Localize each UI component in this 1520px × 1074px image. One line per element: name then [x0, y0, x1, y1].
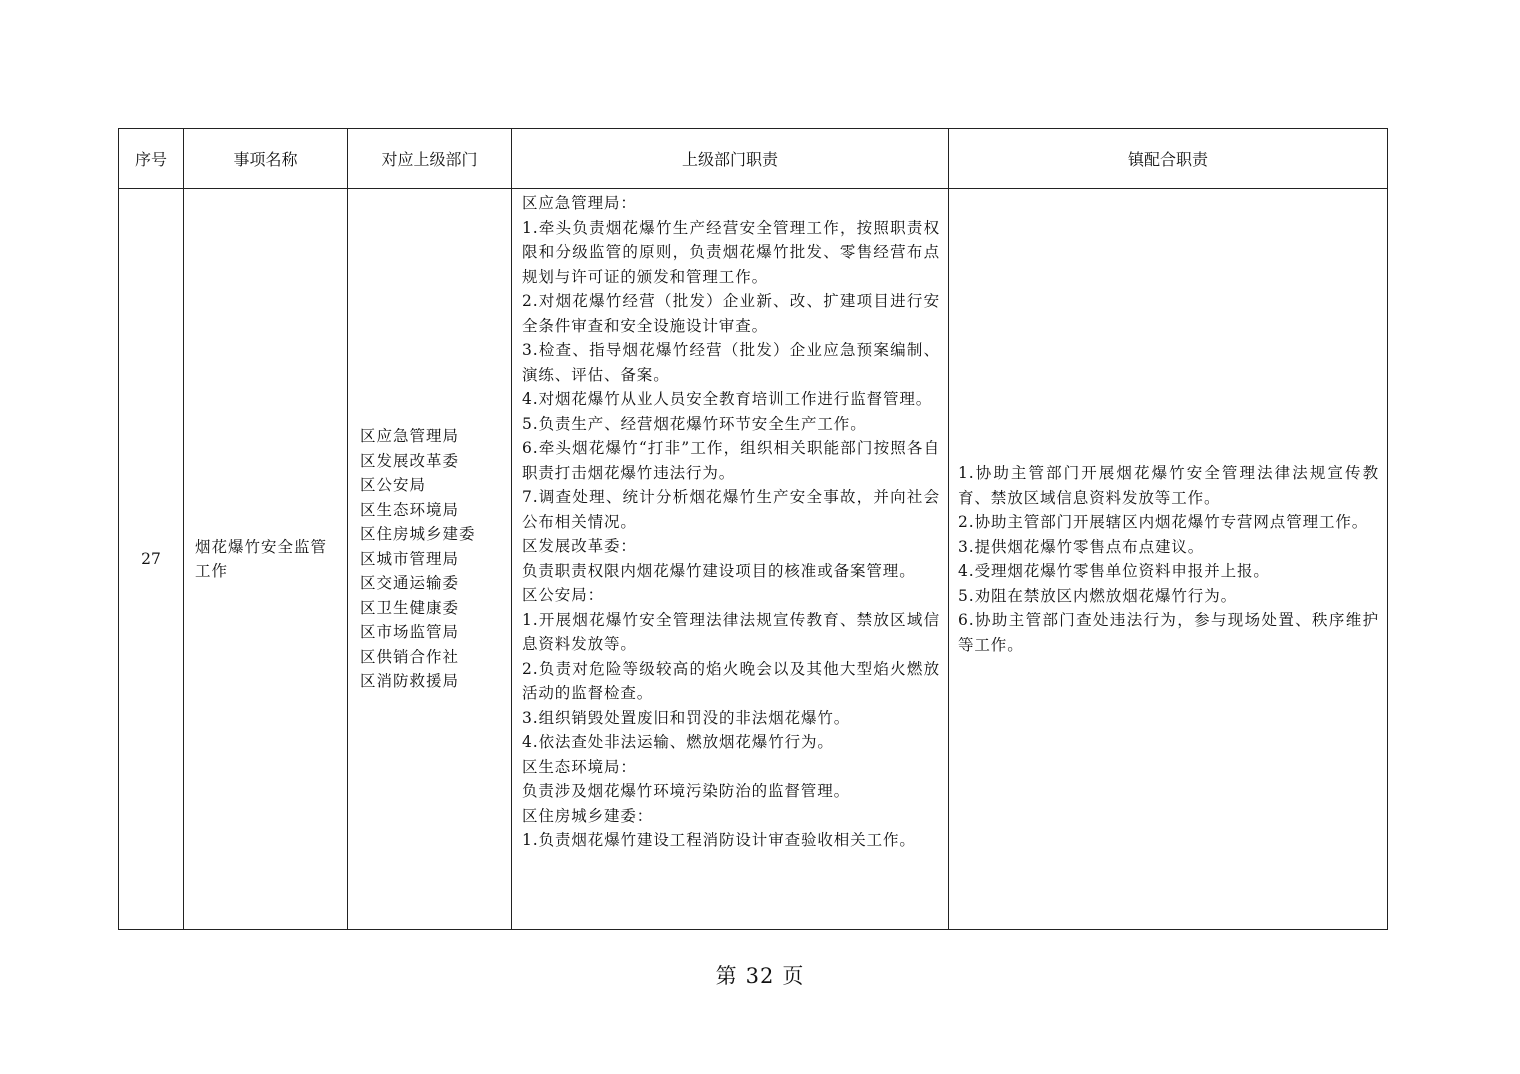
department-item: 区市场监管局 [360, 623, 460, 642]
duty-line: 区公安局： [522, 586, 605, 604]
town-duties-list [949, 189, 1388, 930]
duty-line: 区住房城乡建委： [522, 806, 654, 825]
item-name: 烟花爆竹安全监管工作 [184, 189, 348, 930]
department-item: 区城市管理局 [360, 549, 460, 568]
department-list [348, 189, 512, 930]
department-item: 区发展改革委 [360, 451, 460, 470]
town-duty-line: 4.受理烟花爆竹零售单位资料申报并上报。 [958, 562, 1270, 580]
header-town-duties: 镇配合职责 [949, 129, 1388, 189]
town-duty-line: 3.提供烟花爆竹零售点布点建议。 [958, 537, 1205, 556]
table-header-row [119, 129, 1388, 189]
duty-line: 区生态环境局： [522, 757, 637, 776]
duty-line: 4.对烟花爆竹从业人员安全教育培训工作进行监督管理。 [522, 390, 933, 408]
duty-line: 区应急管理局： [522, 194, 637, 212]
duty-line: 1.开展烟花爆竹安全管理法律法规宣传教育、禁放区域信息资料发放等。 [522, 610, 940, 653]
header-department: 对应上级部门 [348, 129, 512, 189]
department-item: 区生态环境局 [360, 500, 460, 519]
page-suffix: 页 [782, 964, 805, 988]
duty-line: 3.组织销毁处置废旧和罚没的非法烟花爆竹。 [522, 708, 851, 727]
header-number: 序号 [119, 129, 184, 189]
department-item: 区供销合作社 [360, 647, 460, 666]
duty-line: 区发展改革委： [522, 537, 637, 555]
duty-line: 1.牵头负责烟花爆竹生产经营安全管理工作，按照职责权限和分级监管的原则，负责烟花爆竹批发、零售经营布点规划与许可证的颁发和管理工作。 [522, 218, 940, 286]
duty-line: 2.负责对危险等级较高的焰火晚会以及其他大型焰火燃放活动的监督检查。 [522, 659, 940, 702]
department-item: 区住房城乡建委 [360, 525, 476, 544]
duty-line: 4.依法查处非法运输、燃放烟花爆竹行为。 [522, 733, 834, 751]
town-duty-line: 5.劝阻在禁放区内燃放烟花爆竹行为。 [958, 586, 1237, 605]
duty-line: 3.检查、指导烟花爆竹经营（批发）企业应急预案编制、演练、评估、备案。 [522, 341, 940, 384]
page-footer [0, 960, 1520, 990]
duty-line: 6.牵头烟花爆竹“打非”工作，组织相关职能部门按照各自职责打击烟花爆竹违法行为。 [522, 439, 940, 482]
duty-line: 负责职责权限内烟花爆竹建设项目的核准或备案管理。 [522, 561, 916, 580]
upper-duties-list [512, 189, 949, 930]
duty-line: 2.对烟花爆竹经营（批发）企业新、改、扩建项目进行安全条件审查和安全设施设计审查。 [522, 292, 940, 335]
row-number: 27 [119, 189, 184, 930]
duty-line: 1.负责烟花爆竹建设工程消防设计审查验收相关工作。 [522, 831, 916, 849]
town-duty-line: 6.协助主管部门查处违法行为，参与现场处置、秩序维护等工作。 [958, 611, 1379, 654]
department-item: 区消防救援局 [360, 672, 460, 691]
page-prefix: 第 [715, 964, 738, 988]
duty-table [118, 128, 1388, 930]
department-item: 区应急管理局 [360, 427, 460, 446]
duty-line: 7.调查处理、统计分析烟花爆竹生产安全事故，并向社会公布相关情况。 [522, 488, 940, 531]
page-number: 32 [745, 964, 775, 988]
duty-line: 负责涉及烟花爆竹环境污染防治的监督管理。 [522, 782, 851, 800]
header-item-name: 事项名称 [184, 129, 348, 189]
town-duty-line: 1.协助主管部门开展烟花爆竹安全管理法律法规宣传教育、禁放区域信息资料发放等工作。 [958, 464, 1379, 507]
department-item: 区交通运输委 [360, 574, 460, 593]
duty-line: 5.负责生产、经营烟花爆竹环节安全生产工作。 [522, 414, 867, 433]
department-item: 区卫生健康委 [360, 598, 460, 617]
department-item: 区公安局 [360, 476, 427, 495]
header-upper-duties: 上级部门职责 [512, 129, 949, 189]
town-duty-line: 2.协助主管部门开展辖区内烟花爆竹专营网点管理工作。 [958, 513, 1369, 531]
table-row [119, 189, 1388, 930]
